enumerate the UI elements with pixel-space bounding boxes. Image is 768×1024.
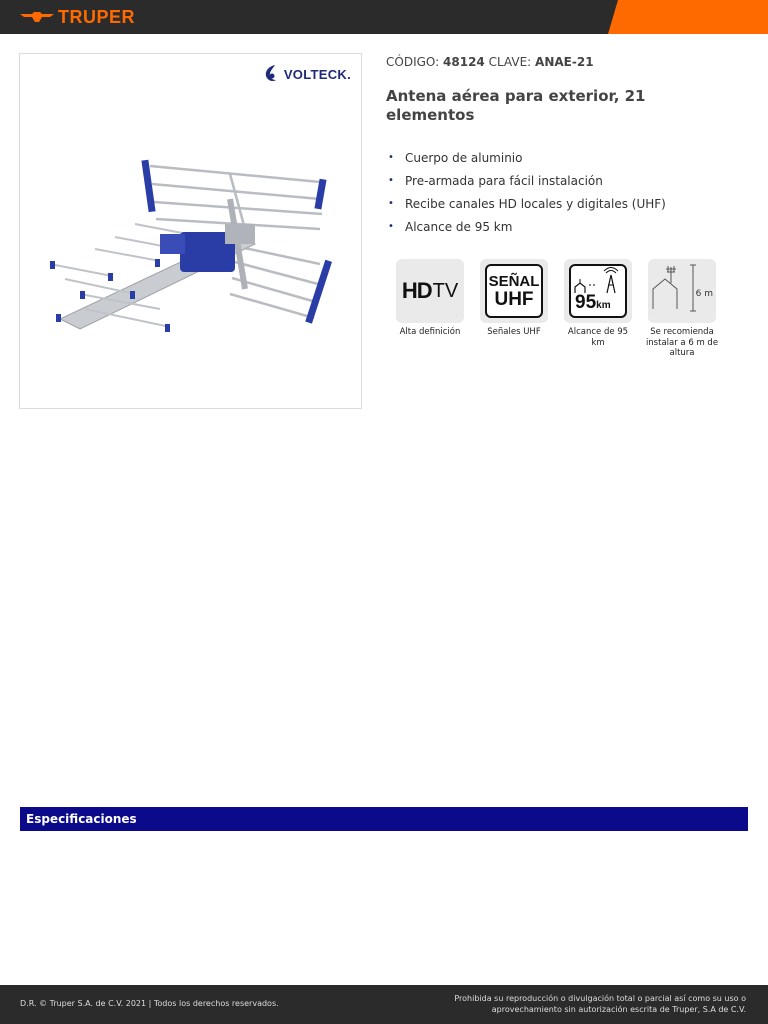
product-image-box: [19, 53, 362, 409]
range-unit: km: [596, 300, 611, 311]
range-caption: Alcance de 95 km: [567, 327, 629, 348]
feature-text: Recibe canales HD locales y digitales (UHF): [405, 197, 666, 211]
icon-cell-height: [640, 259, 724, 359]
feature-text: Pre-armada para fácil instalación: [405, 174, 603, 188]
footer-copyright: D.R. © Truper S.A. de C.V. 2021 | Todos los derechos reservados.: [20, 999, 279, 1008]
bullet-icon: •: [388, 175, 394, 186]
code-value: 48124: [443, 55, 485, 69]
uhf-line1: SEÑAL: [488, 272, 540, 290]
truper-wing-icon: [20, 10, 54, 24]
feature-item: [388, 172, 666, 195]
uhf-caption: Señales UHF: [487, 327, 541, 337]
product-code-line: [386, 55, 594, 69]
page-header: [0, 0, 768, 34]
senal-uhf-icon: [480, 259, 548, 323]
icon-cell-hdtv: [388, 259, 472, 359]
code-label: CÓDIGO:: [386, 55, 440, 69]
key-value: ANAE-21: [535, 55, 594, 69]
icon-cell-uhf: [472, 259, 556, 359]
key-label: CLAVE:: [488, 55, 532, 69]
hdtv-hd-text: HD: [401, 278, 432, 303]
product-title: Antena aérea para exterior, 21 elementos: [386, 87, 646, 124]
antenna-image: [20, 54, 361, 408]
feature-text: Cuerpo de aluminio: [405, 151, 523, 165]
feature-icons: [388, 259, 724, 359]
footer-disclaimer: Prohibida su reproducción o divulgación total o parcial así como su uso o aprovechamiento sin autorización escrita de Truper, S.A de C.V.: [454, 994, 746, 1014]
feature-item: [388, 149, 666, 172]
feature-text: Alcance de 95 km: [405, 220, 513, 234]
range-95km-icon: [564, 259, 632, 323]
truper-logo[interactable]: [20, 7, 135, 27]
bullet-icon: •: [388, 221, 394, 232]
height-6m-icon: [648, 259, 716, 323]
header-accent-stripe: [608, 0, 768, 34]
volteck-logo-text: VOLTECK.: [283, 66, 351, 82]
hdtv-tv-text: TV: [432, 279, 459, 302]
specifications-bar: [20, 807, 748, 831]
height-label: 6 m: [695, 289, 713, 299]
icon-cell-range: [556, 259, 640, 359]
height-caption: Se recomienda instalar a 6 m de altura: [645, 327, 719, 358]
hdtv-caption: Alta definición: [399, 327, 461, 337]
bullet-icon: •: [388, 198, 394, 209]
page-footer: [0, 985, 768, 1024]
bullet-icon: •: [388, 152, 394, 163]
truper-logo-text: TRUPER: [58, 6, 136, 27]
feature-list: [388, 149, 666, 241]
range-number: 95: [575, 292, 597, 313]
feature-item: [388, 218, 666, 241]
specifications-title: Especificaciones: [26, 812, 137, 826]
feature-item: [388, 195, 666, 218]
uhf-line2: UHF: [494, 288, 534, 310]
hdtv-icon: [396, 259, 464, 323]
